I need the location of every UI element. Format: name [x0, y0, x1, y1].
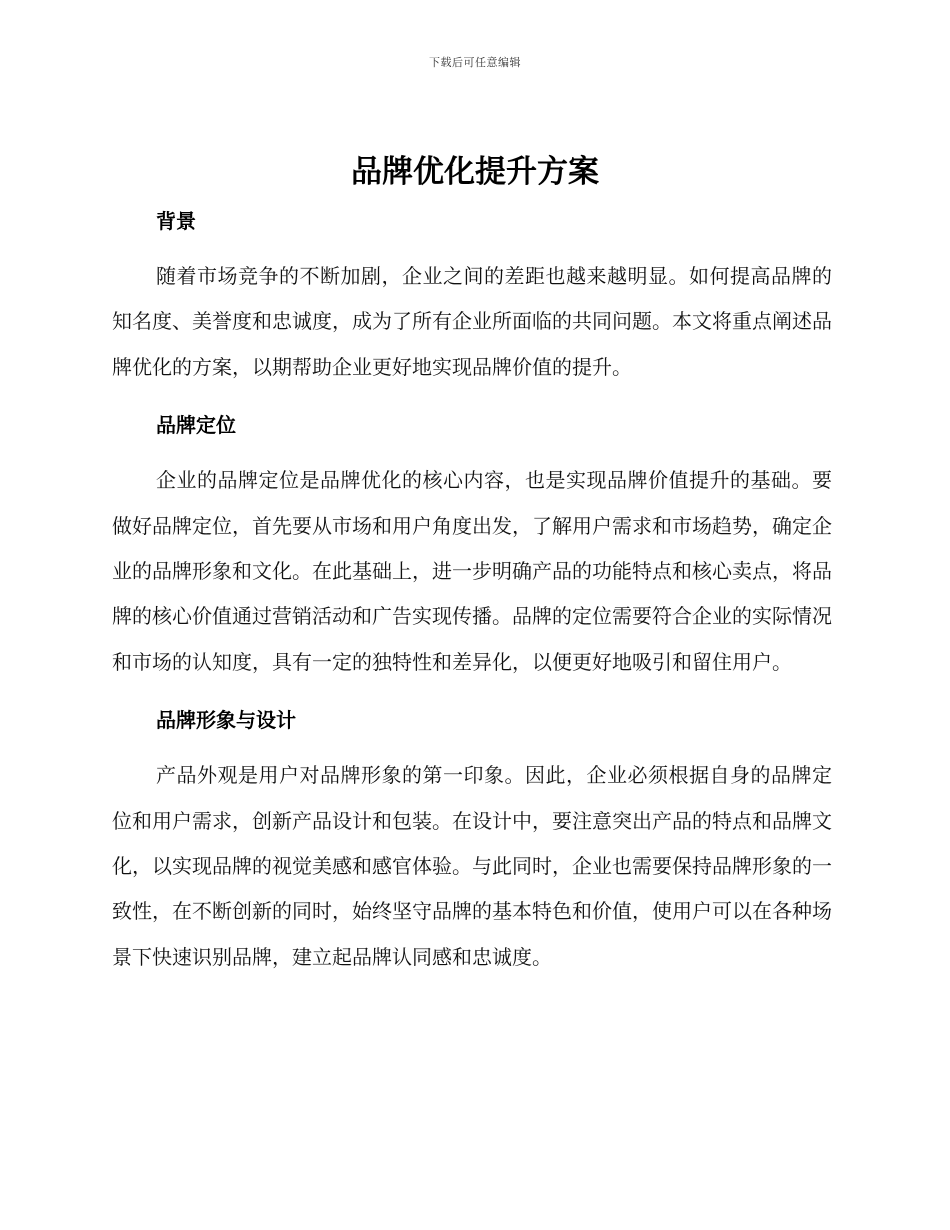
section-background	[112, 200, 832, 390]
section-paragraph: 企业的品牌定位是品牌优化的核心内容，也是实现品牌价值提升的基础。要做好品牌定位，首先要从市场和用户角度出发，了解用户需求和市场趋势，确定企业的品牌形象和文化。在此基础上，进一步明确产品的功能特点和核心卖点，将品牌的核心价值通过营销活动和广告实现传播。品牌的定位需要符合企业的实际情况和市场的认知度，具有一定的独特性和差异化，以便更好地吸引和留住用户。	[112, 468, 832, 674]
section-heading: 品牌形象与设计	[156, 708, 296, 733]
section-paragraph: 产品外观是用户对品牌形象的第一印象。因此，企业必须根据自身的品牌定位和用户需求，创新产品设计和包装。在设计中，要注意突出产品的特点和品牌文化，以实现品牌的视觉美感和感官体验。与此同时，企业也需要保持品牌形象的一致性，在不断创新的同时，始终坚守品牌的基本特色和价值，使用户可以在各种场景下快速识别品牌，建立起品牌认同感和忠诚度。	[112, 763, 832, 969]
section-heading: 品牌定位	[156, 413, 236, 438]
section-heading: 背景	[156, 209, 196, 233]
section-paragraph: 随着市场竞争的不断加剧，企业之间的差距也越来越明显。如何提高品牌的知名度、美誉度和忠诚度，成为了所有企业所面临的共同问题。本文将重点阐述品牌优化的方案，以期帮助企业更好地实现品牌价值的提升。	[112, 264, 832, 379]
header-note: 下载后可任意编辑	[429, 56, 521, 69]
document-body	[112, 200, 832, 980]
document-title: 品牌优化提升方案	[351, 154, 599, 190]
section-brand-positioning	[112, 404, 832, 685]
section-brand-image-design	[112, 699, 832, 980]
